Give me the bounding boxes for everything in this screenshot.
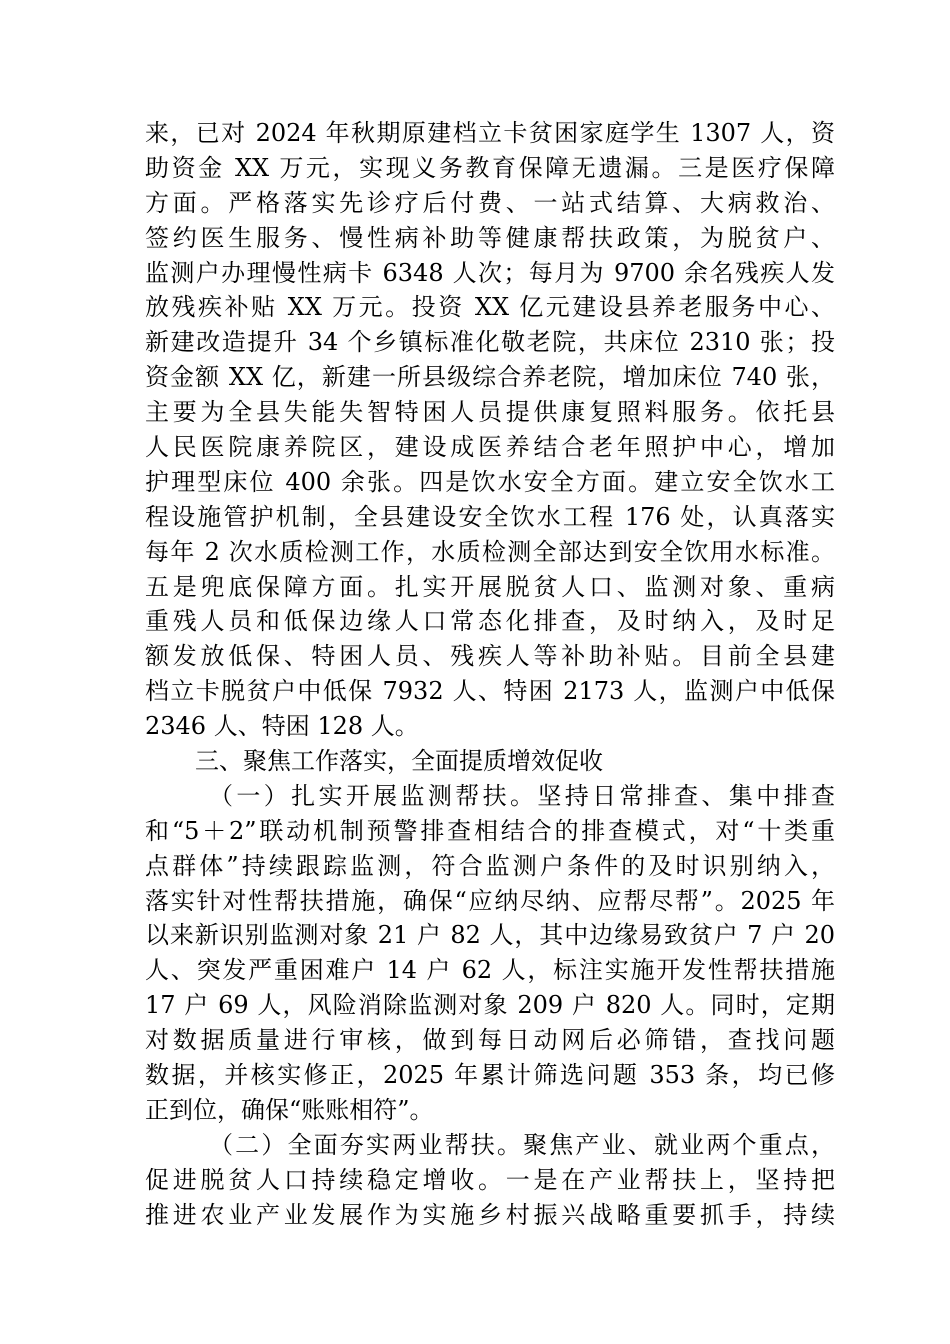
text-line: 人、突发严重困难户 14 户 62 人，标注实施开发性帮扶措施 (145, 956, 835, 985)
text-line: 新建改造提升 34 个乡镇标准化敬老院，共床位 2310 张；投 (145, 328, 835, 357)
subsection-heading-line: （一）扎实开展监测帮扶。坚持日常排查、集中排查 (209, 781, 835, 810)
section-heading: 三、聚焦工作落实，全面提质增效促收 (195, 747, 603, 776)
text-line: 推进农业产业发展作为实施乡村振兴战略重要抓手，持续 (145, 1200, 835, 1229)
text-line: 和“5＋2”联动机制预警排查相结合的排查模式，对“十类重 (145, 816, 835, 845)
text-line: 17 户 69 人，风险消除监测对象 209 户 820 人。同时，定期 (145, 991, 835, 1020)
subsection-heading-line: （二）全面夯实两业帮扶。聚焦产业、就业两个重点， (209, 1130, 835, 1159)
text-line: 方面。严格落实先诊疗后付费、一站式结算、大病救治、 (145, 188, 835, 217)
text-line: 重残人员和低保边缘人口常态化排查，及时纳入，及时足 (145, 607, 835, 636)
text-line: 助资金 XX 万元，实现义务教育保障无遗漏。三是医疗保障 (145, 153, 835, 182)
text-line: 资金额 XX 亿，新建一所县级综合养老院，增加床位 740 张， (145, 363, 835, 392)
text-line: 每年 2 次水质检测工作，水质检测全部达到安全饮用水标准。 (145, 537, 835, 566)
text-line: 签约医生服务、慢性病补助等健康帮扶政策，为脱贫户、 (145, 223, 835, 252)
text-line: 点群体”持续跟踪监测，符合监测户条件的及时识别纳入， (145, 851, 835, 880)
text-line: 以来新识别监测对象 21 户 82 人，其中边缘易致贫户 7 户 20 (145, 921, 835, 950)
body-text (145, 116, 835, 1233)
text-line: 放残疾补贴 XX 万元。投资 XX 亿元建设县养老服务中心、 (145, 293, 835, 322)
text-line: 正到位，确保“账账相符”。 (145, 1095, 434, 1124)
text-line: 2346 人、特困 128 人。 (145, 712, 419, 741)
text-line: 来，已对 2024 年秋期原建档立卡贫困家庭学生 1307 人，资 (145, 119, 835, 147)
text-line: 监测户办理慢性病卡 6348 人次；每月为 9700 余名残疾人发 (145, 258, 835, 287)
text-line: 额发放低保、特困人员、残疾人等补助补贴。目前全县建 (145, 642, 835, 671)
text-line: 落实针对性帮扶措施，确保“应纳尽纳、应帮尽帮”。2025 年 (145, 886, 835, 915)
text-line: 护理型床位 400 余张。四是饮水安全方面。建立安全饮水工 (145, 467, 835, 496)
text-line: 主要为全县失能失智特困人员提供康复照料服务。依托县 (145, 398, 835, 427)
text-line: 档立卡脱贫户中低保 7932 人、特困 2173 人，监测户中低保 (145, 677, 835, 706)
text-line: 对数据质量进行审核，做到每日动网后必筛错，查找问题 (145, 1026, 835, 1055)
text-line: 促进脱贫人口持续稳定增收。一是在产业帮扶上，坚持把 (145, 1165, 835, 1194)
text-line: 人民医院康养院区，建设成医养结合老年照护中心，增加 (145, 433, 835, 462)
text-line: 程设施管护机制，全县建设安全饮水工程 176 处，认真落实 (145, 502, 835, 531)
text-line: 数据，并核实修正，2025 年累计筛选问题 353 条，均已修 (145, 1061, 835, 1090)
text-line: 五是兜底保障方面。扎实开展脱贫人口、监测对象、重病 (145, 572, 835, 601)
